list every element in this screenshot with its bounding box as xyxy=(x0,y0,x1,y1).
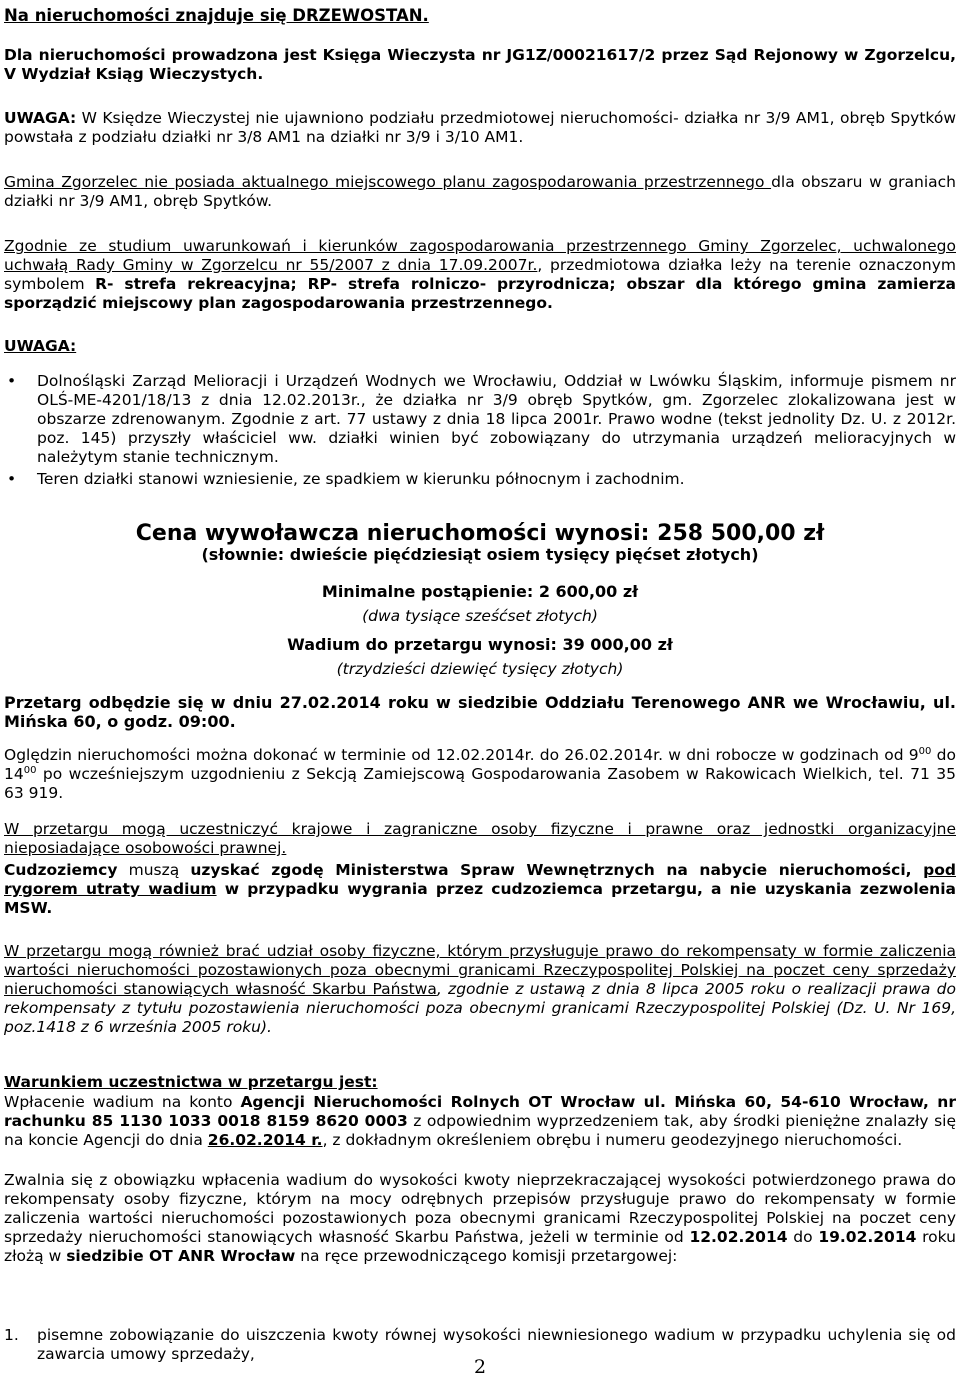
compensation-underlined: W przetargu mogą również brać udział osoby fizyczne, którym przysługuje prawo do rekompensaty w formie zaliczenia wartości nieruchomości pozostawionych poza obecnymi granicami Rzeczypospolitej Polskiej na poczet ceny sprzedaży nieruchomości stanowiących własność Skarbu Państwa xyxy=(4,942,956,998)
study-bold: R- strefa rekreacyjna; RP- strefa rolniczo- przyrodnicza; obszar dla którego gmina zamierza sporządzić miejscowy plan zagospodarowania przestrzennego. xyxy=(4,275,956,312)
exemption-text-c: do xyxy=(787,1228,819,1246)
foreigners-text-e: w przypadku wygrania przez cudzoziemca przetargu, a nie uzyskania zezwolenia MSW. xyxy=(4,880,956,917)
exemption-text-a: Zwalnia się z obowiązku wpłacenia wadium do wysokości kwoty nieprzekraczającej wysokości potwierdzonego prawa do rekompensaty osoby fizyczne, którym na mocy odrębnych przepisów przysługuje prawo do rekompensaty w formie zaliczenia wartości nieruchomości pozostawionych poza obecnymi granicami Rzeczypospolitej Polskiej na poczet ceny sprzedaży nieruchomości stanowiących własność Skarbu Państwa, jeżeli w terminie od xyxy=(4,1171,956,1246)
deposit-amount: Wadium do przetargu wynosi: 39 000,00 zł xyxy=(287,635,673,654)
list-item xyxy=(4,470,956,489)
study-middle: , przedmiotowa działka leży na terenie oznaczonym symbolem xyxy=(4,256,956,293)
deposit-amount-words: (trzydzieści dziewięć tysięcy złotych) xyxy=(336,660,624,678)
inspection-text-a: Oględzin nieruchomości można dokonać w terminie od 12.02.2014r. do 26.02.2014r. w dni robocze w godzinach od 9 xyxy=(4,746,919,764)
compensation-rest: , zgodnie z ustawą z dnia 8 lipca 2005 roku o realizacji prawa do rekompensaty z tytułu pozostawienia nieruchomości poza obecnymi granicami Rzeczypospolitej Polskiej (Dz. U. Nr 169, poz.1418 z 6 września 2005 roku). xyxy=(4,980,956,1036)
inspection-sup-1: 00 xyxy=(918,745,932,757)
foreigners-text-d: pod rygorem utraty wadium xyxy=(4,861,956,898)
list-item-text: Teren działki stanowi wzniesienie, ze spadkiem w kierunku północnym i zachodnim. xyxy=(37,470,685,488)
uwaga-heading-2: UWAGA: xyxy=(4,337,77,355)
compensation-paragraph xyxy=(4,942,956,1037)
conditions-heading: Warunkiem uczestnictwa w przetargu jest: xyxy=(4,1073,378,1091)
study-underlined: Zgodnie ze studium uwarunkowań i kierunków zagospodarowania przestrzennego Gminy Zgorzelec, uchwalonego uchwałą Rady Gminy w Zgorzelcu nr 55/2007 z dnia 17.09.2007r. xyxy=(4,237,956,274)
eligibility-paragraph: W przetargu mogą uczestniczyć krajowe i zagraniczne osoby fizyczne i prawne oraz jednostki organizacyjne nieposiadające osobowości prawnej. xyxy=(4,820,956,857)
list-item-text: Dolnośląski Zarząd Melioracji i Urządzeń Wodnych we Wrocławiu, Oddział w Lwówku Śląskim, informuje pismem nr OLŚ-ME-4201/18/13 z dnia 12.02.2013r., że działka nr 3/9 obręb Spytków, gm. Zgorzelec zlokalizowana jest w obszarze zdrenowanym. Zgodnie z art. 77 ustawy z dnia 18 lipca 2001r. Prawo wodne (tekst jednolity Dz. U. z 2012r. poz. 145) przyszły właściciel ww. działki winien być zobowiązany do utrzymania urządzeń melioracyjnych w należytym stanie technicznym. xyxy=(37,372,956,466)
deposit-payment-paragraph xyxy=(4,1093,956,1150)
land-register-paragraph: Dla nieruchomości prowadzona jest Księga Wieczysta nr JG1Z/00021617/2 przez Sąd Rejonowy w Zgorzelcu, V Wydział Ksiąg Wieczystych. xyxy=(4,46,956,83)
payment-text-e: , z dokładnym określeniem obrębu i numeru geodezyjnego nieruchomości. xyxy=(322,1131,903,1149)
minimum-bid-words: (dwa tysiące sześćset złotych) xyxy=(362,607,598,625)
payment-deadline: 26.02.2014 r. xyxy=(207,1131,323,1149)
uwaga-text: W Księdze Wieczystej nie ujawniono podziału przedmiotowej nieruchomości- działka nr 3/9 AM1, obręb Spytków powstała z podziału działki nr 3/8 AM1 na działki nr 3/9 i 3/10 AM1. xyxy=(4,109,956,146)
bullet-icon: • xyxy=(7,470,17,488)
zoning-plan-paragraph xyxy=(4,173,956,211)
bullet-icon: • xyxy=(7,372,17,390)
starting-price-words: (słownie: dwieście pięćdziesiąt osiem tysięcy pięćset złotych) xyxy=(201,545,759,564)
exemption-paragraph xyxy=(4,1171,956,1266)
auction-date-paragraph: Przetarg odbędzie się w dniu 27.02.2014 roku w siedzibie Oddziału Terenowego ANR we Wrocławiu, ul. Mińska 60, o godz. 09:00. xyxy=(4,693,956,731)
foreigners-text-b: muszą xyxy=(117,861,191,879)
exemption-text-g: na ręce przewodniczącego komisji przetargowej: xyxy=(295,1247,678,1265)
inspection-text-c: po wcześniejszym uzgodnieniu z Sekcją Zamiejscową Gospodarowania Zasobem w Rakowicach Wielkich, tel. 71 35 63 919. xyxy=(4,765,956,802)
foreigners-text-c: uzyskać zgodę Ministerstwa Spraw Wewnętrznych na nabycie nieruchomości, xyxy=(190,861,924,879)
inspection-text-b: do 14 xyxy=(4,746,956,783)
list-item-text: pisemne zobowiązanie do uiszczenia kwoty równej wysokości niewniesionego wadium w przypadku uchylenia się od zawarcia umowy sprzedaży, xyxy=(37,1326,956,1363)
starting-price: Cena wywoławcza nieruchomości wynosi: 258 500,00 zł xyxy=(135,521,825,546)
header-drzewostan: Na nieruchomości znajduje się DRZEWOSTAN. xyxy=(4,6,429,25)
foreigners-label: Cudzoziemcy xyxy=(4,861,118,879)
inspection-paragraph xyxy=(4,746,956,803)
list-item xyxy=(4,372,956,467)
exemption-date-from: 12.02.2014 xyxy=(689,1228,788,1246)
notes-list xyxy=(4,372,956,489)
exemption-date-to: 19.02.2014 xyxy=(818,1228,917,1246)
zoning-plan-rest: dla obszaru w graniach działki nr 3/9 AM1, obręb Spytków. xyxy=(4,173,957,210)
payment-text-c: z odpowiednim wyprzedzeniem tak, aby środki pieniężne znalazły się na koncie Agencji do dnia xyxy=(4,1112,956,1149)
payment-text-a: Wpłacenie wadium na konto xyxy=(4,1093,241,1111)
minimum-bid: Minimalne postąpienie: 2 600,00 zł xyxy=(321,582,639,601)
exemption-text-e: roku złożą w xyxy=(4,1228,956,1265)
uwaga-paragraph-1 xyxy=(4,109,956,147)
foreigners-paragraph xyxy=(4,861,956,918)
zoning-plan-underlined: Gmina Zgorzelec nie posiada aktualnego miejscowego planu zagospodarowania przestrzennego xyxy=(4,173,772,191)
payment-account: Agencji Nieruchomości Rolnych OT Wrocław ul. Mińska 60, 54-610 Wrocław, nr rachunku 85 1130 1033 0018 8159 8620 0003 xyxy=(4,1093,956,1130)
inspection-sup-2: 00 xyxy=(23,764,37,776)
page-number: 2 xyxy=(473,1356,487,1378)
study-paragraph xyxy=(4,237,956,313)
list-item-number: 1. xyxy=(4,1326,19,1344)
uwaga-label: UWAGA: xyxy=(4,109,77,127)
exemption-place: siedzibie OT ANR Wrocław xyxy=(66,1247,296,1265)
